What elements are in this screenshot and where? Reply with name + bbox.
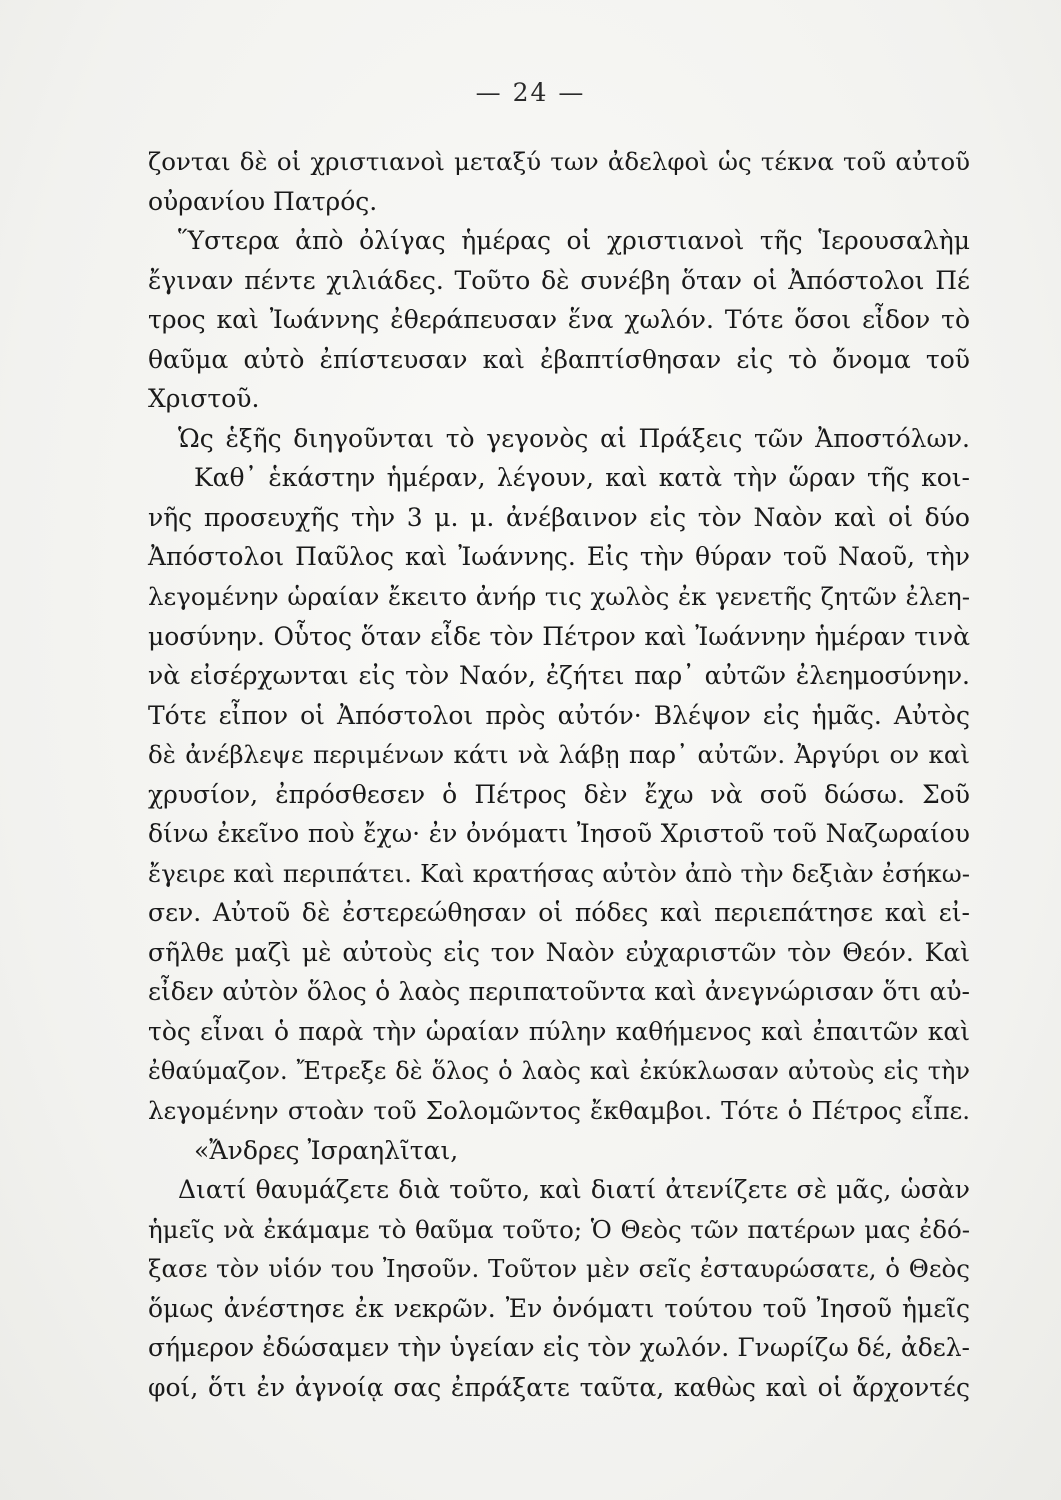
text-line: λεγομένην στοὰν τοῦ Σολομῶντος ἔκθαμβοι. Τότε ὁ Πέτρος εἶπε.: [148, 1096, 970, 1126]
text-line: Ἀπόστολοι Παῦλος καὶ Ἰωάννης. Εἰς τὴν θύραν τοῦ Ναοῦ, τὴν: [148, 542, 970, 572]
text-line: εἶδεν αὐτὸν ὅλος ὁ λαὸς περιπατοῦντα καὶ ἀνεγνώρισαν ὅτι αὐ-: [148, 977, 970, 1007]
text-line: τὸς εἶναι ὁ παρὰ τὴν ὡραίαν πύλην καθήμενος καὶ ἐπαιτῶν καὶ: [148, 1017, 970, 1047]
text-line: ἐθαύμαζον. Ἔτρεξε δὲ ὅλος ὁ λαὸς καὶ ἐκύκλωσαν αὐτοὺς εἰς τὴν: [148, 1056, 970, 1085]
text-line: χρυσίον, ἐπρόσθεσεν ὁ Πέτρος δὲν ἔχω νὰ σοῦ δώσω. Σοῦ: [148, 779, 970, 809]
text-line: Ὕστερα ἀπὸ ὀλίγας ἡμέρας οἱ χριστιανοὶ τῆς Ἱερουσαλὴμ: [178, 226, 970, 256]
text-line: ἔγειρε καὶ περιπάτει. Καὶ κρατήσας αὐτὸν ἀπὸ τὴν δεξιὰν ἐσήκω-: [148, 858, 970, 888]
text-line: μοσύνην. Οὗτος ὅταν εἶδε τὸν Πέτρον καὶ Ἰωάννην ἡμέραν τινὰ: [148, 621, 970, 651]
text-line: δίνω ἐκεῖνο ποὺ ἔχω· ἐν ὀνόματι Ἰησοῦ Χριστοῦ τοῦ Ναζωραίου: [148, 819, 970, 849]
text-line: νὰ εἰσέρχωνται εἰς τὸν Ναόν, ἐζήτει παρ᾽ αὐτῶν ἐλεημοσύνην.: [148, 661, 970, 691]
text-line: ἡμεῖς νὰ ἐκάμαμε τὸ θαῦμα τοῦτο; Ὁ Θεὸς τῶν πατέρων μας ἐδό-: [148, 1214, 970, 1244]
text-line: Καθ᾽ ἑκάστην ἡμέραν, λέγουν, καὶ κατὰ τὴν ὥραν τῆς κοι-: [194, 463, 970, 493]
text-line: Ὡς ἑξῆς διηγοῦνται τὸ γεγονὸς αἱ Πράξεις τῶν Ἀποστόλων.: [178, 423, 970, 453]
text-line: φοί, ὅτι ἐν ἀγνοίᾳ σας ἐπράξατε ταῦτα, καθὼς καὶ οἱ ἄρχοντές: [148, 1372, 970, 1402]
text-line: ζονται δὲ οἱ χριστιανοὶ μεταξύ των ἀδελφοὶ ὡς τέκνα τοῦ αὐτοῦ: [148, 147, 970, 176]
text-line: «Ἄνδρες Ἰσραηλῖται,: [194, 1135, 459, 1165]
text-line: ξασε τὸν υἱόν του Ἰησοῦν. Τοῦτον μὲν σεῖς ἐσταυρώσατε, ὁ Θεὸς: [148, 1254, 970, 1284]
text-line: σήμερον ἐδώσαμεν τὴν ὑγείαν εἰς τὸν χωλόν. Γνωρίζω δέ, ἀδελ-: [148, 1333, 970, 1363]
text-line: Διατί θαυμάζετε διὰ τοῦτο, καὶ διατί ἀτενίζετε σὲ μᾶς, ὡσὰν: [178, 1175, 970, 1205]
text-line: ἔγιναν πέντε χιλιάδες. Τοῦτο δὲ συνέβη ὅταν οἱ Ἀπόστολοι Πέ: [148, 265, 970, 295]
body-text: [148, 142, 970, 1408]
text-line: λεγομένην ὡραίαν ἔκειτο ἀνήρ τις χωλὸς ἐκ γενετῆς ζητῶν ἐλεη-: [148, 582, 970, 612]
page-number: — 24 —: [475, 78, 586, 107]
text-line: οὐρανίου Πατρός.: [148, 186, 378, 216]
text-line: δὲ ἀνέβλεψε περιμένων κάτι νὰ λάβῃ παρ᾽ αὐτῶν. Ἀργύρι ον καὶ: [148, 740, 970, 770]
text-line: Χριστοῦ.: [148, 384, 260, 414]
text-line: νῆς προσευχῆς τὴν 3 μ. μ. ἀνέβαινον εἰς τὸν Ναὸν καὶ οἱ δύο: [148, 502, 970, 532]
text-line: τρος καὶ Ἰωάννης ἐθεράπευσαν ἕνα χωλόν. Τότε ὅσοι εἶδον τὸ: [148, 305, 970, 335]
text-line: σεν. Αὐτοῦ δὲ ἐστερεώθησαν οἱ πόδες καὶ περιεπάτησε καὶ εἰ-: [148, 898, 970, 928]
text-line: θαῦμα αὐτὸ ἐπίστευσαν καὶ ἐβαπτίσθησαν εἰς τὸ ὄνομα τοῦ: [148, 344, 970, 374]
text-line: ὅμως ἀνέστησε ἐκ νεκρῶν. Ἐν ὀνόματι τούτου τοῦ Ἰησοῦ ἡμεῖς: [148, 1293, 970, 1323]
text-line: σῆλθε μαζὶ μὲ αὐτοὺς εἰς τον Ναὸν εὐχαριστῶν τὸν Θεόν. Καὶ: [148, 937, 970, 967]
text-line: Τότε εἶπον οἱ Ἀπόστολοι πρὸς αὐτόν· Βλέψον εἰς ἡμᾶς. Αὐτὸς: [148, 700, 970, 730]
